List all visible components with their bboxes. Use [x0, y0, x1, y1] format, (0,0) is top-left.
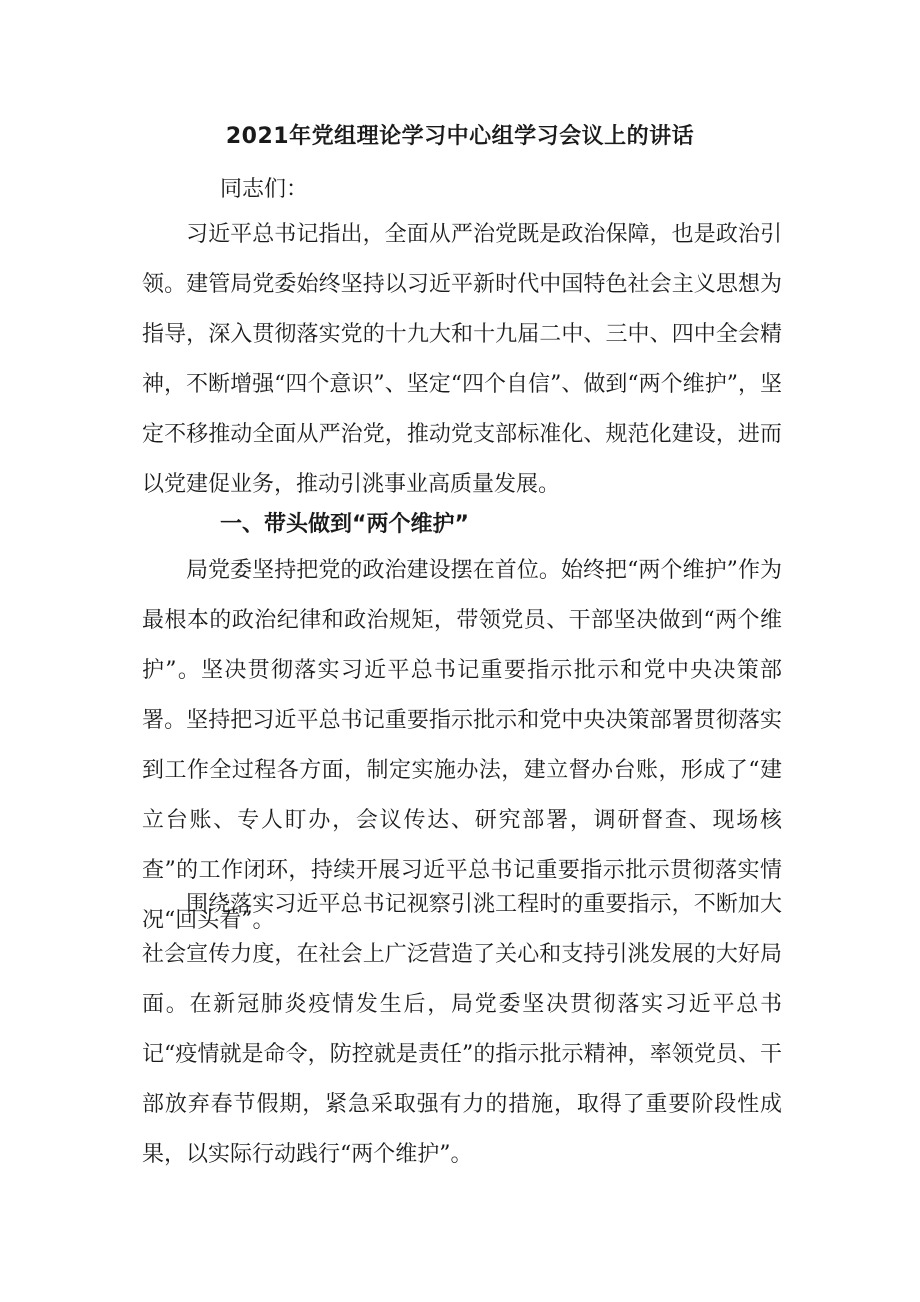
intro-paragraph: [142, 210, 782, 510]
greeting: 同志们：: [220, 177, 309, 202]
section-paragraph: [142, 880, 782, 1180]
paragraph: 习近平总书记指出，全面从严治党既是政治保障，也是政治引领。建管局党委始终坚持以习近平新时代中国特色社会主义思想为指导，深入贯彻落实党的十九大和十九届二中、三中、四中全会精神，不断增强“四个意识”、坚定“四个自信”、做到“两个维护”，坚定不移推动全面从严治党，推动党支部标准化、规范化建设，进而以党建促业务，推动引洮事业高质量发展。: [142, 222, 782, 497]
paragraph: 局党委坚持把党的政治建设摆在首位。始终把“两个维护”作为最根本的政治纪律和政治规矩，带领党员、干部坚决做到“两个维护”。坚决贯彻落实习近平总书记重要指示批示和党中央决策部署。坚持把习近平总书记重要指示批示和党中央决策部署贯彻落实到工作全过程各方面，制定实施办法，建立督办台账，形成了“建立台账、专人盯办，会议传达、研究部署，调研督查、现场核查”的工作闭环，持续开展习近平总书记重要指示批示贯彻落实情况“回头看”。: [142, 558, 782, 933]
section-heading: 一、带头做到“两个维护”: [220, 512, 469, 537]
paragraph: 围绕落实习近平总书记视察引洮工程时的重要指示，不断加大社会宣传力度，在社会上广泛营造了关心和支持引洮发展的大好局面。在新冠肺炎疫情发生后，局党委坚决贯彻落实习近平总书记“疫情就是命令，防控就是责任”的指示批示精神，率领党员、干部放弃春节假期，紧急采取强有力的措施，取得了重要阶段性成果，以实际行动践行“两个维护”。: [142, 892, 782, 1167]
document-title: 2021年党组理论学习中心组学习会议上的讲话: [225, 124, 695, 149]
